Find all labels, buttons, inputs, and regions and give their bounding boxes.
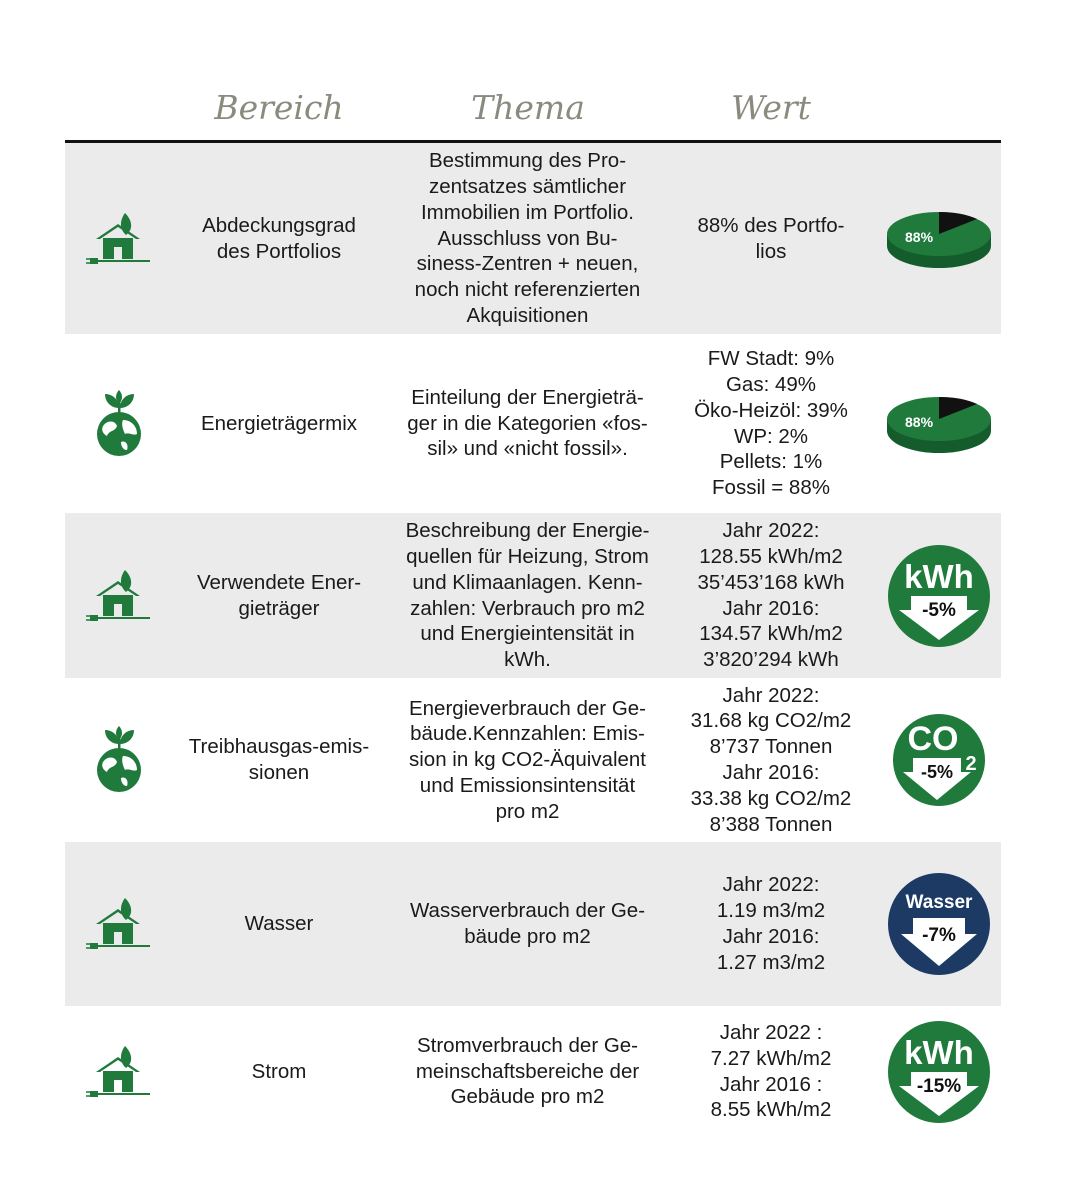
area-cell: Wasser bbox=[244, 912, 314, 936]
badge-main: kWh bbox=[904, 557, 974, 595]
table-row bbox=[65, 1006, 1001, 1137]
header-bereich: Bereich bbox=[214, 88, 344, 127]
value-cell: FW Stadt: 9% Gas: 49% Öko-Heizöl: 39% WP: 2% Pellets: 1% Fossil = 88% bbox=[694, 347, 848, 500]
table-row bbox=[65, 334, 1001, 513]
area-cell: Strom bbox=[251, 1059, 307, 1083]
house-leaf-plug-icon bbox=[65, 842, 173, 1006]
topic-cell: Energieverbrauch der Ge- bäude.Kennzahlen: Emis- sion in kg CO2-Äquivalent und Emissionsintensität pro m2 bbox=[408, 696, 646, 823]
house-leaf-plug-icon bbox=[65, 143, 173, 334]
table-row bbox=[65, 678, 1001, 842]
header-thema: Thema bbox=[471, 88, 585, 127]
table-row bbox=[65, 143, 1001, 334]
table-row bbox=[65, 513, 1001, 678]
badge-main: kWh bbox=[904, 1033, 974, 1071]
topic-cell: Bestimmung des Pro- zentsatzes sämtlicher Immobilien im Portfolio. Ausschluss von Bu- siness-Zentren + neuen, noch nicht referenzierten Akquisitionen bbox=[414, 149, 641, 327]
pie-badge bbox=[877, 334, 1001, 513]
pie-badge bbox=[877, 143, 1001, 334]
value-cell: Jahr 2022: 1.19 m3/m2 Jahr 2016: 1.27 m3/m2 bbox=[716, 873, 826, 974]
water-badge bbox=[877, 842, 1001, 1006]
house-leaf-plug-icon bbox=[65, 1006, 173, 1137]
pie-label: 88% bbox=[905, 228, 934, 245]
pie-label: 88% bbox=[905, 413, 934, 430]
topic-cell: Stromverbrauch der Ge- meinschaftsbereiche der Gebäude pro m2 bbox=[415, 1033, 640, 1109]
kwh-badge bbox=[877, 513, 1001, 678]
value-cell: Jahr 2022 : 7.27 kWh/m2 Jahr 2016 : 8.55 kWh/m2 bbox=[710, 1020, 832, 1122]
header-wert: Wert bbox=[731, 88, 811, 127]
house-leaf-plug-icon bbox=[65, 513, 173, 678]
topic-cell: Beschreibung der Energie- quellen für Heizung, Strom und Klimaanlagen. Kenn- zahlen: Verbrauch pro m2 und Energieintensität in kWh. bbox=[405, 519, 650, 672]
badge-main: CO bbox=[907, 720, 959, 758]
badge-change: -5% bbox=[920, 762, 954, 782]
value-cell: Jahr 2022: 31.68 kg CO2/m2 8’737 Tonnen Jahr 2016: 33.38 kg CO2/m2 8’388 Tonnen bbox=[690, 683, 852, 836]
topic-cell: Wasserverbrauch der Ge- bäude pro m2 bbox=[409, 899, 646, 948]
area-cell: Verwendete Ener- gieträger bbox=[196, 570, 362, 620]
kpi-table bbox=[65, 143, 1001, 1137]
badge-subscript: 2 bbox=[965, 753, 977, 775]
area-cell: Energieträgermix bbox=[200, 411, 358, 435]
co2-badge bbox=[877, 678, 1001, 842]
globe-sprout-icon bbox=[65, 334, 173, 513]
value-cell: 88% des Portfo- lios bbox=[697, 213, 845, 263]
badge-change: -15% bbox=[916, 1075, 962, 1097]
table-header bbox=[65, 88, 1001, 140]
kwh-badge bbox=[877, 1006, 1001, 1137]
area-cell: Treibhausgas-emis- sionen bbox=[188, 735, 370, 784]
badge-main: Wasser bbox=[905, 892, 973, 913]
badge-change: -5% bbox=[922, 599, 956, 621]
topic-cell: Einteilung der Energieträ- ger in die Kategorien «fos- sil» und «nicht fossil». bbox=[407, 385, 648, 461]
globe-sprout-icon bbox=[65, 678, 173, 842]
area-cell: Abdeckungsgrad des Portfolios bbox=[202, 213, 356, 263]
value-cell: Jahr 2022: 128.55 kWh/m2 35’453’168 kWh Jahr 2016: 134.57 kWh/m2 3’820’294 kWh bbox=[697, 519, 845, 672]
table-row bbox=[65, 842, 1001, 1006]
badge-change: -7% bbox=[922, 925, 956, 946]
